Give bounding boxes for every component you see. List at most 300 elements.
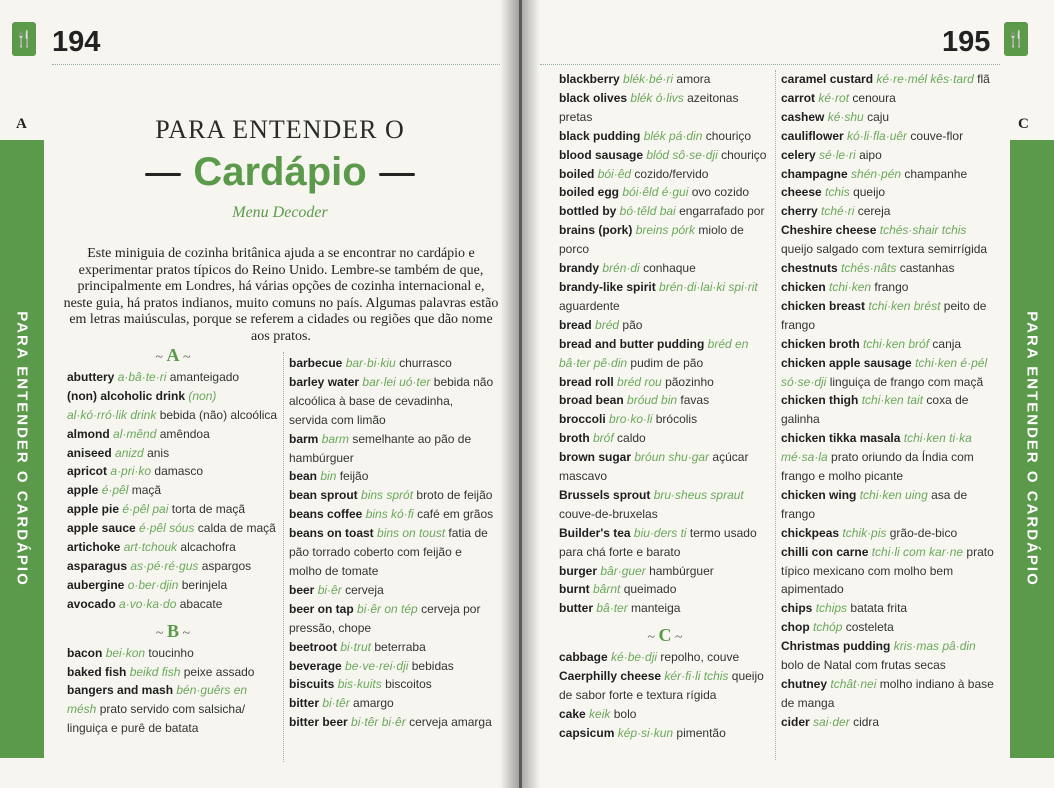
entry-pronunciation: brén·di·lai·ki spi·rit xyxy=(659,279,758,294)
entry-headword: baked fish xyxy=(67,664,127,679)
glossary-entry xyxy=(559,278,771,316)
entry-headword: blood sausage xyxy=(559,147,644,162)
section-heading-c: ~ C ~ xyxy=(647,625,683,646)
entry-pronunciation: tchât·nei xyxy=(830,677,877,691)
gutter-shadow xyxy=(500,0,519,788)
entry-translation: caju xyxy=(867,109,890,124)
glossary-entry xyxy=(67,444,279,463)
entry-pronunciation: bâr·guer xyxy=(600,563,646,578)
entry-pronunciation: bins on toust xyxy=(377,526,446,541)
entry-headword: cherry xyxy=(781,204,818,219)
glossary-entry xyxy=(559,127,771,146)
glossary-entry xyxy=(559,165,771,184)
glossary-entry xyxy=(67,644,279,663)
entry-headword: cider xyxy=(781,714,810,729)
entry-pronunciation: bru·sheus spraut xyxy=(653,487,744,502)
entry-pronunciation: ké·re·mél kês·tard xyxy=(876,72,974,86)
entry-pronunciation: bréd xyxy=(595,317,620,332)
column-divider xyxy=(283,352,284,762)
entry-pronunciation: ké·be·dji xyxy=(611,650,658,665)
entry-headword: black pudding xyxy=(559,128,641,143)
entry-pronunciation: bi·trut xyxy=(340,639,372,654)
glossary-entry xyxy=(67,387,279,425)
entry-headword: chutney xyxy=(781,677,828,691)
dash-ornament xyxy=(379,173,415,176)
entry-pronunciation: tchi·ken uing xyxy=(859,487,928,502)
glossary-entry xyxy=(781,70,1001,89)
entry-headword: burnt xyxy=(559,582,590,597)
glossary-entry xyxy=(67,663,279,682)
glossary-entry xyxy=(781,183,1001,202)
glossary-entry xyxy=(781,259,1001,278)
entry-headword: cashew xyxy=(781,109,825,124)
glossary-entry xyxy=(781,165,1001,184)
entry-headword: cabbage xyxy=(559,650,608,665)
glossary-entry xyxy=(781,618,1001,637)
glossary-entry xyxy=(781,713,1001,732)
glossary-entry xyxy=(781,108,1001,127)
entry-pronunciation: barm xyxy=(321,431,350,446)
entry-pronunciation: o·ber·djin xyxy=(127,577,179,592)
entry-translation: cozido/fervido xyxy=(634,166,709,181)
glossary-entry xyxy=(67,500,279,519)
entry-pronunciation: bi·êr on tép xyxy=(357,601,418,616)
entry-translation: azeitonas pretas xyxy=(559,90,739,124)
entry-translation: café em grãos xyxy=(417,507,494,522)
entry-headword: bottled by xyxy=(559,204,617,219)
entry-headword: apricot xyxy=(67,464,108,479)
glossary-entry xyxy=(781,637,1001,675)
entry-headword: (non) alcoholic drink xyxy=(67,388,186,403)
entry-pronunciation: é·pêl sóus xyxy=(139,521,195,536)
entry-pronunciation: a·pri·ko xyxy=(110,464,152,479)
entry-headword: barley water xyxy=(289,374,360,389)
entry-pronunciation: bins kó·fi xyxy=(365,507,414,522)
glossary-entry xyxy=(67,595,279,614)
entry-headword: chicken tikka masala xyxy=(781,431,901,446)
glossary-entry xyxy=(67,425,279,444)
glossary-entry xyxy=(559,724,771,743)
entry-headword: beer on tap xyxy=(289,601,354,616)
entry-translation: fatia de pão torrado coberto com feijão e molho de tomate xyxy=(289,526,488,578)
entry-translation: castanhas xyxy=(899,261,955,276)
entry-translation: grão-de-bico xyxy=(889,525,958,540)
entry-pronunciation: blék ó·livs xyxy=(630,90,684,105)
entry-pronunciation: tchi·ken ti·ka mé·sa·la xyxy=(781,431,972,465)
glossary-entry xyxy=(67,681,279,738)
entry-translation: bebida não alcoólica à base de cevadinha, servida com limão xyxy=(289,374,494,427)
entry-headword: chicken xyxy=(781,279,826,294)
glossary-entry xyxy=(67,481,279,500)
glossary-entry xyxy=(559,648,771,667)
entry-headword: chestnuts xyxy=(781,261,838,276)
entry-pronunciation: beikd fish xyxy=(129,664,181,679)
glossary-entry xyxy=(781,89,1001,108)
glossary-entry xyxy=(289,675,495,694)
glossary-entry xyxy=(781,486,1001,524)
entry-translation: prato oriundo da Índia com frango e molho picante xyxy=(781,450,974,484)
section-heading-b: ~ B ~ xyxy=(155,620,191,641)
glossary-entry xyxy=(781,354,1001,392)
glossary-entry xyxy=(289,505,495,524)
entry-pronunciation: bréd en bâ·ter pê·din xyxy=(559,336,749,370)
glossary-entry xyxy=(67,368,279,387)
entry-pronunciation: bi·têr xyxy=(322,696,350,711)
entry-headword: chicken breast xyxy=(781,298,866,313)
entry-pronunciation: bâ·ter xyxy=(596,601,628,616)
entry-pronunciation: bói·êd xyxy=(597,166,632,181)
entry-pronunciation: sai·der xyxy=(813,714,850,729)
entry-headword: broth xyxy=(559,431,590,446)
entry-headword: brandy-like spirit xyxy=(559,279,656,294)
entry-translation: aipo xyxy=(859,147,882,162)
entry-pronunciation: blék·bé·ri xyxy=(623,72,674,86)
entry-pronunciation: a·vo·ka·do xyxy=(119,596,177,611)
entry-headword: Builder's tea xyxy=(559,525,631,540)
entry-headword: bitter xyxy=(289,696,319,711)
glossary-entry xyxy=(559,448,771,486)
entry-headword: chicken wing xyxy=(781,487,857,502)
entry-headword: chickpeas xyxy=(781,525,840,540)
entry-pronunciation: bei·kon xyxy=(105,645,146,660)
entry-pronunciation: bar·bi·kiu xyxy=(345,356,396,370)
entry-list-b-cont xyxy=(289,354,495,732)
entry-translation: chouriço xyxy=(705,128,752,143)
glossary-entry xyxy=(289,713,495,732)
entry-pronunciation: tchi·ken é·pél só·se·dji xyxy=(781,355,988,389)
glossary-entry xyxy=(289,467,495,486)
section-heading-a: ~ A ~ xyxy=(155,345,191,365)
entry-translation: amora xyxy=(676,72,711,86)
entry-headword: biscuits xyxy=(289,677,335,692)
entry-translation: biscoitos xyxy=(385,677,432,692)
entry-pronunciation: tchi·ken tait xyxy=(861,393,924,408)
glossary-entry xyxy=(559,221,771,259)
entry-translation: anis xyxy=(147,445,170,460)
entry-translation: prato típico mexicano com molho bem apimentado xyxy=(781,544,994,597)
entry-headword: brains (pork) xyxy=(559,223,633,238)
entry-headword: bread xyxy=(559,317,592,332)
entry-pronunciation: tchis xyxy=(825,185,850,200)
entry-translation: molho indiano à base de manga xyxy=(781,677,994,710)
glossary-entry xyxy=(67,519,279,538)
glossary-entry xyxy=(289,581,495,600)
entry-pronunciation: tchés·shair tchis xyxy=(879,223,967,238)
glossary-entry xyxy=(781,297,1001,335)
page-number-right: 195 xyxy=(942,26,991,58)
entry-translation: peito de frango xyxy=(781,298,987,332)
entry-pronunciation: (non) al·kó·rró·lik drink xyxy=(67,388,217,422)
entry-pronunciation: be·ve·rei·dji xyxy=(345,658,409,673)
entry-pronunciation: bréd rou xyxy=(617,374,662,389)
entry-pronunciation: tchi·ken brést xyxy=(868,298,941,313)
entry-headword: bitter beer xyxy=(289,715,348,730)
entry-translation: prato servido com salsicha/ linguiça e purê de batata xyxy=(67,702,246,736)
entry-headword: chips xyxy=(781,601,813,616)
glossary-entry xyxy=(559,89,771,127)
dash-ornament xyxy=(145,173,181,176)
gutter-shadow xyxy=(522,0,540,788)
entry-headword: cheese xyxy=(781,185,822,200)
glossary-entry xyxy=(559,70,771,89)
glossary-entry xyxy=(559,667,771,705)
entry-translation: queijo xyxy=(853,185,886,200)
glossary-entry xyxy=(559,705,771,724)
entry-headword: chicken apple sausage xyxy=(781,355,912,370)
entry-list-c xyxy=(559,648,771,743)
entry-pronunciation: kris·mas pâ·din xyxy=(893,639,976,654)
entry-translation: cidra xyxy=(853,714,880,729)
entry-pronunciation: as·pé·ré·gus xyxy=(130,558,199,573)
entry-headword: aniseed xyxy=(67,445,112,460)
entry-pronunciation: bi·êr xyxy=(317,582,342,597)
glossary-entry xyxy=(289,694,495,713)
entry-translation: queijo salgado com textura semirrígida xyxy=(781,242,988,257)
glossary-entry xyxy=(781,202,1001,221)
entry-headword: butter xyxy=(559,601,593,616)
entry-translation: bebidas xyxy=(411,658,454,673)
entry-headword: almond xyxy=(67,426,110,441)
entry-headword: bean sprout xyxy=(289,488,358,503)
entry-translation: aguardente xyxy=(559,298,620,313)
entry-headword: Caerphilly cheese xyxy=(559,669,662,684)
entry-headword: asparagus xyxy=(67,558,128,573)
entry-translation: cerveja por pressão, chope xyxy=(289,601,481,635)
entry-pronunciation: keik xyxy=(589,706,611,721)
entry-translation: amêndoa xyxy=(159,426,210,441)
entry-headword: cake xyxy=(559,706,586,721)
entry-translation: feijão xyxy=(339,469,369,484)
glossary-entry xyxy=(559,373,771,392)
entry-headword: brandy xyxy=(559,261,600,276)
glossary-entry xyxy=(289,430,495,468)
entry-pronunciation: kép·si·kun xyxy=(617,725,674,740)
glossary-entry xyxy=(559,259,771,278)
entry-translation: queijo de sabor forte e textura rígida xyxy=(559,669,764,702)
glossary-entry xyxy=(289,524,495,581)
entry-pronunciation: art·tchouk xyxy=(123,540,178,555)
glossary-entry xyxy=(559,486,771,524)
entry-translation: beterraba xyxy=(374,639,426,654)
entry-headword: boiled egg xyxy=(559,185,619,200)
glossary-entry xyxy=(289,600,495,638)
side-tab-label: PARA ENTENDER O CARDÁPIO xyxy=(1023,311,1041,587)
entry-translation: ovo cozido xyxy=(691,185,750,200)
entry-headword: chicken broth xyxy=(781,336,860,351)
entry-translation: caldo xyxy=(617,431,646,446)
entry-pronunciation: bro·ko·li xyxy=(609,412,653,427)
glossary-entry xyxy=(559,146,771,165)
entry-headword: beetroot xyxy=(289,639,337,654)
glossary-entry xyxy=(289,373,495,430)
entry-translation: manteiga xyxy=(631,601,681,616)
entry-translation: conhaque xyxy=(643,261,696,276)
entry-translation: aspargos xyxy=(201,558,252,573)
header-rule xyxy=(540,64,1000,65)
entry-headword: apple pie xyxy=(67,502,120,517)
entry-headword: beverage xyxy=(289,658,342,673)
column-divider xyxy=(775,70,776,760)
entry-pronunciation: tché·ri xyxy=(821,204,855,219)
glossary-entry xyxy=(289,657,495,676)
entry-headword: beans coffee xyxy=(289,507,363,522)
entry-translation: alcachofra xyxy=(180,540,236,555)
glossary-entry xyxy=(781,543,1001,600)
entry-translation: semelhante ao pão de hambúrguer xyxy=(289,431,472,465)
entry-pronunciation: kér·fi·li tchis xyxy=(664,669,729,684)
entry-translation: broto de feijão xyxy=(416,488,493,503)
header-rule xyxy=(52,64,500,65)
entry-headword: Cheshire cheese xyxy=(781,223,877,238)
side-tab-left xyxy=(0,140,44,758)
entry-headword: bangers and mash xyxy=(67,683,174,698)
entry-translation: açúcar mascavo xyxy=(559,450,749,484)
glossary-entry xyxy=(559,580,771,599)
fork-knife-icon: 🍴 xyxy=(12,22,36,56)
entry-pronunciation: a·bâ·te·ri xyxy=(117,369,167,384)
entry-pronunciation: é·pêl pai xyxy=(122,502,169,517)
entry-translation: termo usado para chá forte e barato xyxy=(559,525,757,559)
glossary-entry xyxy=(559,202,771,221)
glossary-entry xyxy=(67,462,279,481)
glossary-entry xyxy=(559,335,771,373)
glossary-column xyxy=(781,70,1001,732)
entry-translation: pudim de pão xyxy=(630,355,704,370)
glossary-entry xyxy=(289,638,495,657)
entry-headword: beans on toast xyxy=(289,526,374,541)
page-number-left: 194 xyxy=(52,26,101,58)
entry-headword: apple sauce xyxy=(67,521,136,536)
entry-translation: coxa de galinha xyxy=(781,393,969,427)
glossary-entry xyxy=(781,221,1001,259)
entry-translation: champanhe xyxy=(904,166,968,181)
entry-headword: cauliflower xyxy=(781,128,844,143)
glossary-entry xyxy=(559,391,771,410)
entry-translation: couve-de-bruxelas xyxy=(559,506,658,521)
title-main: Cardápio xyxy=(193,150,367,194)
glossary-entry xyxy=(781,391,1001,429)
entry-headword: artichoke xyxy=(67,540,121,555)
entry-headword: aubergine xyxy=(67,577,125,592)
entry-translation: queimado xyxy=(623,582,677,597)
entry-translation: maçã xyxy=(131,483,162,498)
glossary-entry xyxy=(559,410,771,429)
entry-pronunciation: bârnt xyxy=(593,582,621,597)
entry-pronunciation: tchi·ken xyxy=(829,279,872,294)
entry-translation: berinjela xyxy=(181,577,228,592)
glossary-column xyxy=(559,70,771,743)
glossary-column xyxy=(67,346,279,738)
right-page xyxy=(522,0,1054,788)
entry-translation: cerveja amarga xyxy=(409,715,492,730)
entry-headword: burger xyxy=(559,563,598,578)
entry-pronunciation: biu·ders ti xyxy=(633,525,687,540)
entry-translation: abacate xyxy=(179,596,223,611)
entry-pronunciation: blód sô·se·dji xyxy=(646,147,718,162)
entry-headword: bacon xyxy=(67,645,103,660)
entry-list-a xyxy=(67,368,279,614)
entry-headword: champagne xyxy=(781,166,848,181)
entry-list-c-cont xyxy=(781,70,1001,732)
entry-translation: calda de maçã xyxy=(197,521,276,536)
entry-headword: Christmas pudding xyxy=(781,639,891,654)
entry-headword: caramel custard xyxy=(781,72,874,86)
entry-pronunciation: tchips xyxy=(815,601,848,616)
entry-translation: couve-flor xyxy=(910,128,964,143)
glossary-entry xyxy=(781,146,1001,165)
entry-pronunciation: bins sprót xyxy=(361,488,414,503)
entry-pronunciation: brén·di xyxy=(602,261,640,276)
entry-pronunciation: tchi·ken bróf xyxy=(863,336,930,351)
entry-translation: brócolis xyxy=(655,412,698,427)
entry-headword: bean xyxy=(289,469,318,484)
entry-translation: torta de maçã xyxy=(171,502,246,517)
entry-translation: bebida (não) alcoólica xyxy=(159,407,278,422)
entry-headword: celery xyxy=(781,147,816,162)
entry-pronunciation: kó·li·fla·uêr xyxy=(847,128,908,143)
entry-pronunciation: bis·kuits xyxy=(337,677,382,692)
entry-translation: bolo xyxy=(613,706,637,721)
entry-headword: avocado xyxy=(67,596,116,611)
entry-pronunciation: bó·têld bai xyxy=(619,204,676,219)
entry-translation: cereja xyxy=(857,204,891,219)
glossary-entry xyxy=(559,316,771,335)
entry-translation: amargo xyxy=(353,696,394,711)
entry-translation: miolo de porco xyxy=(559,223,744,257)
entry-headword: brown sugar xyxy=(559,450,632,465)
entry-translation: engarrafado por xyxy=(679,204,765,219)
page-title xyxy=(90,150,470,195)
glossary-entry xyxy=(559,524,771,562)
entry-translation: toucinho xyxy=(148,645,194,660)
entry-translation: cerveja xyxy=(345,582,384,597)
entry-translation: batata frita xyxy=(850,601,908,616)
entry-translation: chouriço xyxy=(721,147,767,162)
glossary-entry xyxy=(781,524,1001,543)
entry-headword: barm xyxy=(289,431,319,446)
entry-translation: frango xyxy=(874,279,909,294)
glossary-entry xyxy=(559,562,771,581)
entry-headword: broccoli xyxy=(559,412,606,427)
glossary-entry xyxy=(67,538,279,557)
glossary-entry xyxy=(781,429,1001,486)
entry-translation: hambúrguer xyxy=(649,563,714,578)
entry-translation: flã xyxy=(977,72,990,86)
fork-knife-icon: 🍴 xyxy=(1004,22,1028,56)
glossary-entry xyxy=(781,675,1001,713)
glossary-entry xyxy=(67,576,279,595)
entry-headword: capsicum xyxy=(559,725,615,740)
entry-headword: barbecue xyxy=(289,356,343,370)
entry-pronunciation: bróf xyxy=(593,431,614,446)
entry-headword: broad bean xyxy=(559,393,624,408)
entry-translation: churrasco xyxy=(399,356,452,370)
entry-translation: peixe assado xyxy=(183,664,255,679)
entry-pronunciation: bi·têr bi·êr xyxy=(351,715,406,730)
entry-pronunciation: tchik·pis xyxy=(842,525,887,540)
entry-headword: chilli con carne xyxy=(781,544,869,559)
entry-translation: cenoura xyxy=(852,90,896,105)
entry-headword: bread roll xyxy=(559,374,614,389)
title-subtitle: Menu Decoder xyxy=(232,204,328,221)
entry-translation: pãozinho xyxy=(665,374,714,389)
side-tab-label: PARA ENTENDER O CARDÁPIO xyxy=(13,311,31,587)
entry-headword: bread and butter pudding xyxy=(559,336,705,351)
entry-pronunciation: sé·le·ri xyxy=(819,147,856,162)
entry-pronunciation: shén·pén xyxy=(851,166,902,181)
glossary-entry xyxy=(559,183,771,202)
intro-paragraph: Este miniguia de cozinha britânica ajuda a se encontrar no cardápio e experimentar pratos típicos do Reino Unido. Lembre-se também de que, principalmente em Londres, há várias opções de cozinha internacional e, neste guia, há pratos indianos, muito comuns no país. Algumas palavras estão em letras maiúsculas, porque se referem a cidades ou regiões que dão nome aos pratos. xyxy=(63,246,499,344)
